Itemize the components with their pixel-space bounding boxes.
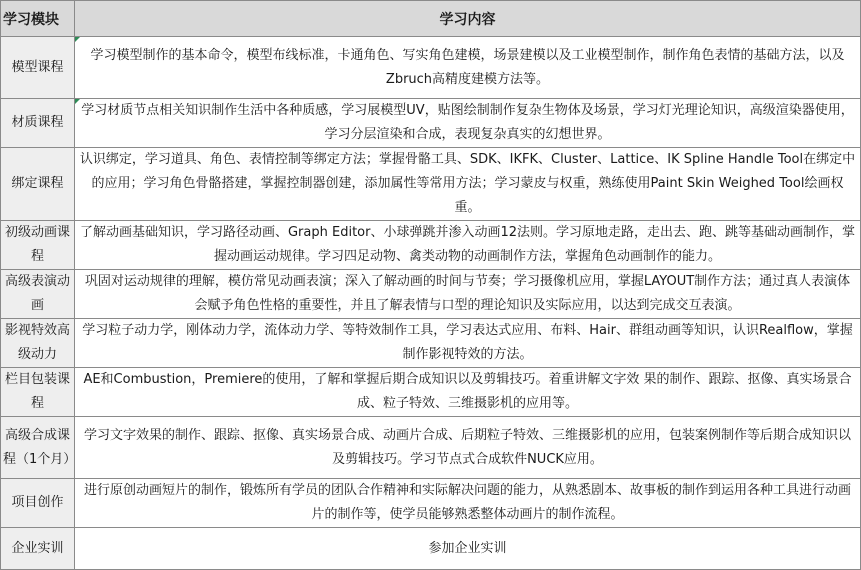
module-cell: 模型课程: [1, 37, 75, 99]
header-content: 学习内容: [75, 1, 861, 37]
header-module: 学习模块: [1, 1, 75, 37]
table-row: [1, 528, 861, 570]
module-cell: 材质课程: [1, 99, 75, 148]
module-cell: 高级表演动画: [1, 270, 75, 319]
content-cell: 了解动画基础知识，学习路径动画、Graph Editor、小球弹跳并渗入动画12法则。学习原地走路，走出去、跑、跳等基础动画制作，掌握动画运动规律。学习四足动物、禽类动物的动画制作方法，掌握角色动画制作的能力。: [75, 221, 861, 270]
content-cell: 学习文字效果的制作、跟踪、抠像、真实场景合成、动画片合成、后期粒子特效、三维摄影机的应用，包装案例制作等后期合成知识以及剪辑技巧。学习节点式合成软件NUCK应用。: [75, 417, 861, 479]
module-cell: 初级动画课程: [1, 221, 75, 270]
content-cell: 进行原创动画短片的制作，锻炼所有学员的团队合作精神和实际解决问题的能力，从熟悉剧本、故事板的制作到运用各种工具进行动画片的制作等，使学员能够熟悉整体动画片的制作流程。: [75, 479, 861, 528]
module-cell: 项目创作: [1, 479, 75, 528]
content-cell: 学习模型制作的基本命令，模型布线标准，卡通角色、写实角色建模，场景建模以及工业模型制作，制作角色表情的基础方法，以及Zbruch高精度建模方法等。: [75, 37, 861, 99]
module-cell: 绑定课程: [1, 148, 75, 221]
table-row: [1, 368, 861, 417]
table-row: [1, 479, 861, 528]
content-cell: 巩固对运动规律的理解，模仿常见动画表演；深入了解动画的时间与节奏；学习摄像机应用，掌握LAYOUT制作方法；通过真人表演体会赋予角色性格的重要性，并且了解表情与口型的理论知识及实际应用，以达到完成交互表演。: [75, 270, 861, 319]
content-cell: 学习粒子动力学，刚体动力学，流体动力学、等特效制作工具，学习表达式应用、布料、Hair、群组动画等知识，认识Realflow，掌握制作影视特效的方法。: [75, 319, 861, 368]
table-row: [1, 221, 861, 270]
table-row: [1, 37, 861, 99]
table-row: [1, 148, 861, 221]
content-cell: 学习材质节点相关知识制作生活中各种质感，学习展模型UV，贴图绘制制作复杂生物体及场景，学习灯光理论知识，高级渲染器使用，学习分层渲染和合成，表现复杂真实的幻想世界。: [75, 99, 861, 148]
table-row: [1, 270, 861, 319]
content-cell: 认识绑定，学习道具、角色、表情控制等绑定方法；掌握骨骼工具、SDK、IKFK、Cluster、Lattice、IK Spline Handle Tool在绑定中的应用；学习角色骨骼搭建，掌握控制器创建，添加属性等常用方法；学习蒙皮与权重，熟练使用Paint Skin Weighed Tool绘画权重。: [75, 148, 861, 221]
content-cell: 参加企业实训: [75, 528, 861, 570]
table-header-row: [1, 1, 861, 37]
module-cell: 企业实训: [1, 528, 75, 570]
content-cell: AE和Combustion，Premiere的使用，了解和掌握后期合成知识以及剪辑技巧。着重讲解文字效 果的制作、跟踪、抠像、真实场景合成、粒子特效、三维摄影机的应用等。: [75, 368, 861, 417]
module-cell: 高级合成课程（1个月）: [1, 417, 75, 479]
table-row: [1, 99, 861, 148]
module-cell: 影视特效高级动力: [1, 319, 75, 368]
table-row: [1, 417, 861, 479]
module-cell: 栏目包装课程: [1, 368, 75, 417]
table-row: [1, 319, 861, 368]
